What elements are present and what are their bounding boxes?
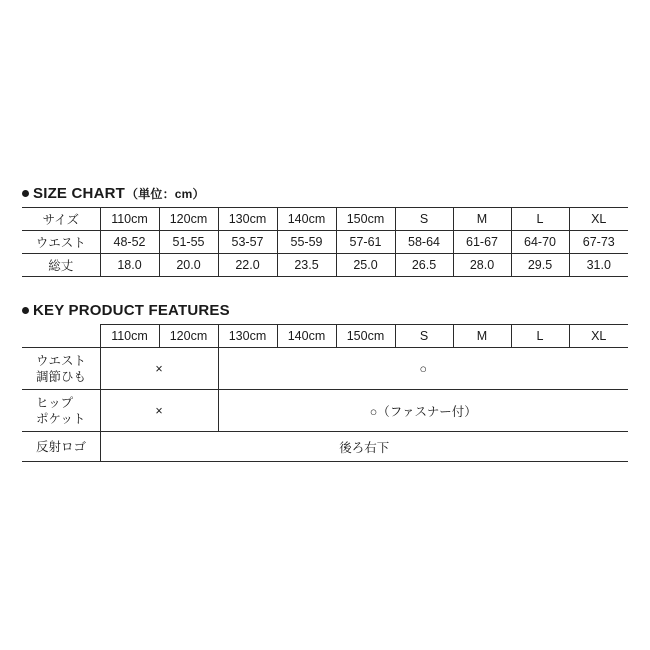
row-label: ウエスト	[22, 231, 100, 254]
column-header-blank	[22, 325, 100, 348]
table-row	[22, 432, 628, 462]
column-header: 150cm	[336, 208, 395, 231]
row-label	[22, 348, 100, 390]
table-cell: 22.0	[218, 254, 277, 277]
table-cell: 18.0	[100, 254, 159, 277]
column-header: S	[395, 208, 453, 231]
column-header: 130cm	[218, 208, 277, 231]
row-label-line1: ウエスト	[36, 353, 87, 368]
column-header: 110cm	[100, 325, 159, 348]
table-cell: 25.0	[336, 254, 395, 277]
column-header: 110cm	[100, 208, 159, 231]
column-header: S	[395, 325, 453, 348]
features-title: KEY PRODUCT FEATURES	[33, 302, 230, 319]
column-header: 150cm	[336, 325, 395, 348]
size-chart-subtitle: （単位：cm）	[126, 186, 205, 201]
table-row	[22, 390, 628, 432]
table-row	[22, 231, 628, 254]
column-header: 140cm	[277, 208, 336, 231]
table-header-row	[22, 208, 628, 231]
column-header: M	[453, 325, 511, 348]
column-header: M	[453, 208, 511, 231]
content-area	[22, 186, 628, 462]
row-label-line2: ポケット	[36, 411, 86, 426]
size-chart-heading	[22, 186, 628, 201]
table-cell: 61-67	[453, 231, 511, 254]
column-header: 120cm	[159, 208, 218, 231]
table-cell: 48-52	[100, 231, 159, 254]
bullet-icon	[22, 307, 29, 314]
table-cell: 26.5	[395, 254, 453, 277]
table-cell: 20.0	[159, 254, 218, 277]
table-cell: 57-61	[336, 231, 395, 254]
column-header: サイズ	[22, 208, 100, 231]
table-cell: ○（ファスナー付）	[218, 390, 628, 432]
table-cell: 55-59	[277, 231, 336, 254]
table-cell: 29.5	[511, 254, 569, 277]
table-cell: 51-55	[159, 231, 218, 254]
size-chart-title: SIZE CHART	[33, 185, 125, 202]
table-cell: 64-70	[511, 231, 569, 254]
size-chart-table	[22, 207, 628, 277]
column-header: 140cm	[277, 325, 336, 348]
table-cell: 58-64	[395, 231, 453, 254]
table-cell: 後ろ右下	[100, 432, 628, 462]
row-label	[22, 390, 100, 432]
table-cell: ○	[218, 348, 628, 390]
column-header: 130cm	[218, 325, 277, 348]
row-label: 総丈	[22, 254, 100, 277]
table-cell: 53-57	[218, 231, 277, 254]
bullet-icon	[22, 190, 29, 197]
section-spacer	[22, 277, 628, 303]
column-header: XL	[569, 208, 628, 231]
table-row	[22, 348, 628, 390]
row-label: 反射ロゴ	[22, 432, 100, 462]
table-cell: ×	[100, 390, 218, 432]
table-row	[22, 254, 628, 277]
table-cell: 23.5	[277, 254, 336, 277]
features-heading	[22, 303, 628, 318]
row-label-line2: 調節ひも	[36, 369, 87, 384]
features-table	[22, 324, 628, 462]
table-cell: 31.0	[569, 254, 628, 277]
row-label-line1: ヒップ	[36, 395, 74, 410]
column-header: 120cm	[159, 325, 218, 348]
table-cell: 67-73	[569, 231, 628, 254]
column-header: L	[511, 208, 569, 231]
table-cell: ×	[100, 348, 218, 390]
table-cell: 28.0	[453, 254, 511, 277]
column-header: L	[511, 325, 569, 348]
table-header-row	[22, 325, 628, 348]
column-header: XL	[569, 325, 628, 348]
